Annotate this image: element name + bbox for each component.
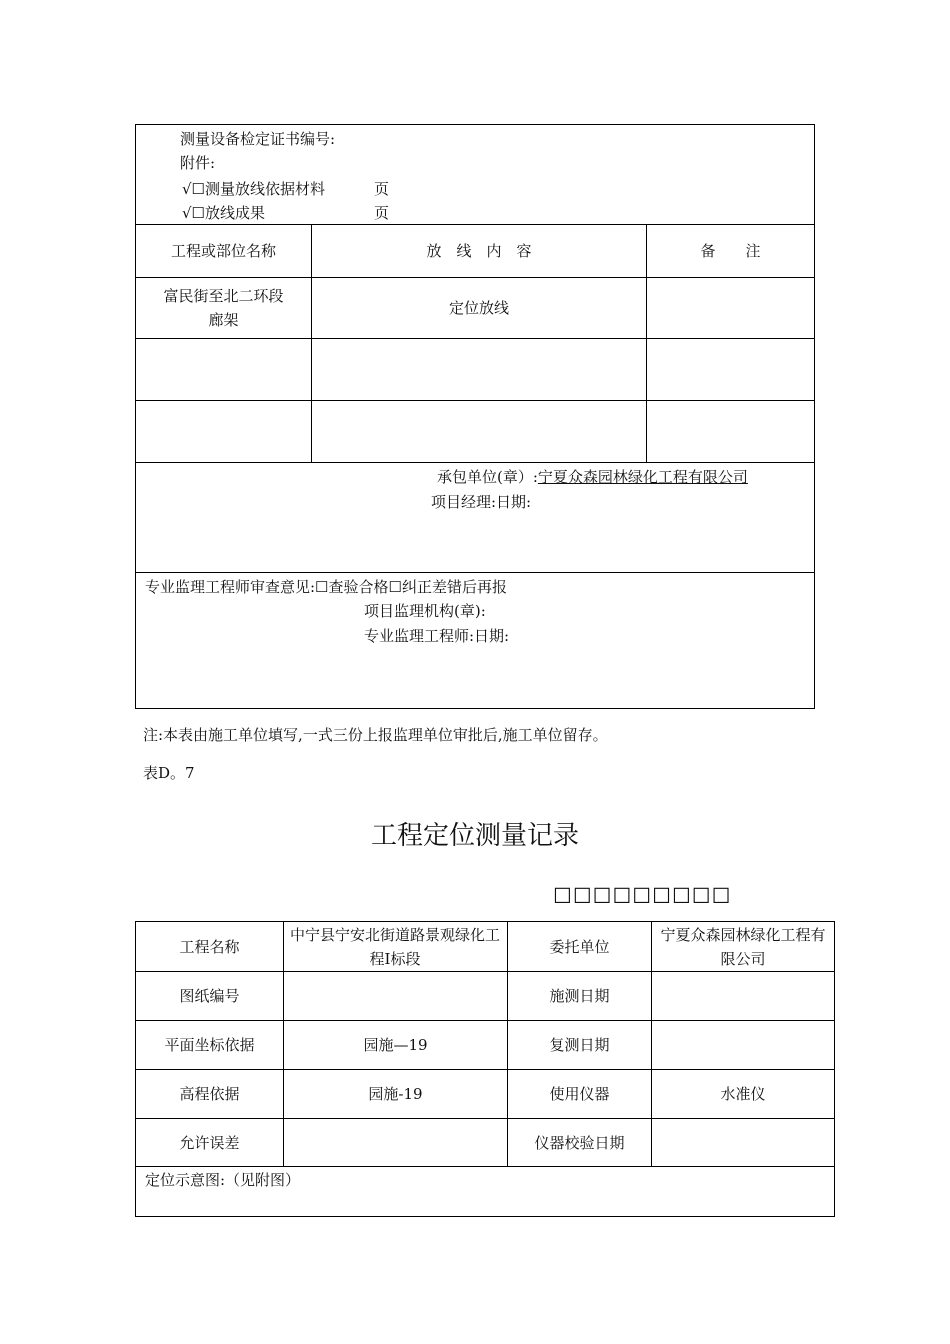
attachment-item-unit: 页: [374, 204, 390, 222]
page-title: 工程定位测量记录: [370, 821, 579, 851]
cert-number-label: 测量设备检定证书编号:: [180, 130, 336, 148]
label-survey-date: 施测日期: [549, 987, 610, 1005]
row-remark: [647, 339, 814, 400]
label-client: 委托单位: [549, 937, 610, 956]
contractor-name: 宁夏众森园林绿化工程有限公司: [537, 468, 748, 486]
value-calibration-date: [652, 1119, 834, 1166]
label-drawing-number: 图纸编号: [179, 987, 240, 1005]
engineer-date-label: 专业监理工程师:日期:: [364, 627, 510, 645]
row-content: [312, 339, 646, 400]
attachment-label: 附件:: [180, 154, 216, 172]
row-part-name: [136, 339, 311, 400]
form-note: 注:本表由施工单位填写,一式三份上报监理单位审批后,施工单位留存。: [143, 726, 608, 744]
label-instrument: 使用仪器: [549, 1085, 610, 1103]
project-manager-label: 项目经理:日期:: [431, 493, 532, 511]
label-calibration-date: 仪器校验日期: [534, 1133, 625, 1152]
row-remark: [647, 278, 814, 338]
label-allowed-error: 允许误差: [179, 1133, 240, 1152]
contractor-label: 承包单位(章）:: [437, 468, 538, 486]
value-elevation-basis: 园施-19: [368, 1085, 423, 1103]
row-part-name: [136, 401, 311, 462]
code-boxes: ☐☐☐☐☐☐☐☐☐: [553, 884, 732, 908]
attachment-item: √☐放线成果: [182, 204, 266, 222]
supervision-org-label: 项目监理机构(章):: [364, 602, 486, 620]
attachment-item: √☐测量放线依据材料: [182, 180, 326, 198]
label-plane-coordinate-basis: 平面坐标依据: [164, 1036, 255, 1054]
review-opinion-label: 专业监理工程师审查意见:☐查验合格☐纠正差错后再报: [145, 578, 507, 596]
positioning-sketch-label: 定位示意图:（见附图）: [145, 1171, 301, 1189]
row-part-name: 富民街至北二环段 廊架: [163, 287, 284, 329]
attachment-item-unit: 页: [374, 180, 390, 198]
value-plane-coordinate-basis: 园施—19: [363, 1036, 428, 1054]
value-client: 宁夏众森园林绿化工程有限公司: [660, 925, 826, 968]
value-instrument: 水准仪: [720, 1085, 766, 1103]
value-project-name: 中宁县宁安北街道路景观绿化工程Ⅰ标段: [289, 925, 500, 968]
label-project-name: 工程名称: [179, 937, 240, 956]
label-elevation-basis: 高程依据: [179, 1085, 240, 1103]
label-resurvey-date: 复测日期: [549, 1036, 610, 1054]
header-remark: 备 注: [700, 242, 761, 260]
value-allowed-error: [284, 1119, 507, 1166]
header-content: 放 线 内 容: [426, 242, 532, 260]
row-remark: [647, 401, 814, 462]
table-reference: 表D。7: [143, 764, 195, 782]
row-content: 定位放线: [448, 299, 509, 317]
value-resurvey-date: [652, 1021, 834, 1069]
row-content: [312, 401, 646, 462]
value-drawing-number: [284, 972, 507, 1020]
contractor-line: [437, 467, 748, 487]
header-part-name: 工程或部位名称: [170, 242, 276, 260]
value-survey-date: [652, 972, 834, 1020]
